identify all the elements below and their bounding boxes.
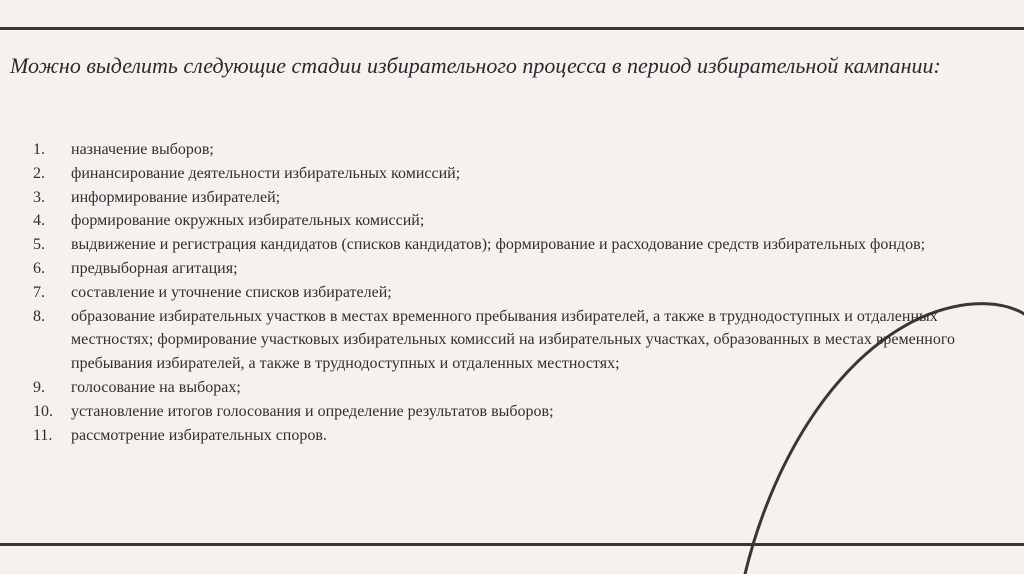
list-item-number: 4. [33,212,45,230]
list-item-text: голосование на выборах; [71,378,241,396]
list-item-text: предвыборная агитация; [71,259,238,277]
list-item-number: 5. [33,236,45,254]
bottom-rule [0,543,1024,546]
list-item [33,400,963,424]
list-item [33,162,963,186]
list-item-number: 10. [33,402,53,420]
list-item-text: образование избирательных участков в местах временного пребывания избирателей, а также в труднодоступных и отдаленных местностях; формирование участковых избирательных комиссий на избирательных участках, образованных в местах временного пребывания избирателей, а также в труднодоступных и отдаленных местностях; [71,307,956,373]
list-item-text: назначение выборов; [71,141,214,158]
list-item-number: 7. [33,283,45,301]
slide-title: Можно выделить следующие стадии избирательного процесса в период избирательной кампании: [10,53,941,78]
list-item [33,281,963,305]
list-item-text: формирование окружных избирательных комиссий; [71,212,425,230]
list-item [33,138,963,162]
list-item-number: 8. [33,307,45,325]
list-item-number: 1. [33,141,45,158]
list-item [33,186,963,210]
list-item-text: информирование избирателей; [71,188,281,206]
list-item-number: 2. [33,164,45,182]
list-item [33,209,963,233]
list-item-number: 3. [33,188,45,206]
list-item [33,257,963,281]
list-item-text: составление и уточнение списков избирателей; [71,283,392,301]
list-item-text: финансирование деятельности избирательных комиссий; [71,164,461,182]
list-item [33,305,963,376]
list-item [33,376,963,400]
list-item-text: выдвижение и регистрация кандидатов (списков кандидатов); формирование и расходование средств избирательных фондов; [71,236,926,254]
list-item-text: рассмотрение избирательных споров. [71,426,327,444]
top-rule [0,27,1024,30]
list-item [33,233,963,257]
list-item-number: 9. [33,378,45,396]
list-item-number: 6. [33,259,45,277]
stages-list [33,138,963,447]
list-item-text: установление итогов голосования и определение результатов выборов; [71,402,554,420]
list-item [33,424,963,448]
list-item-number: 11. [33,426,53,444]
